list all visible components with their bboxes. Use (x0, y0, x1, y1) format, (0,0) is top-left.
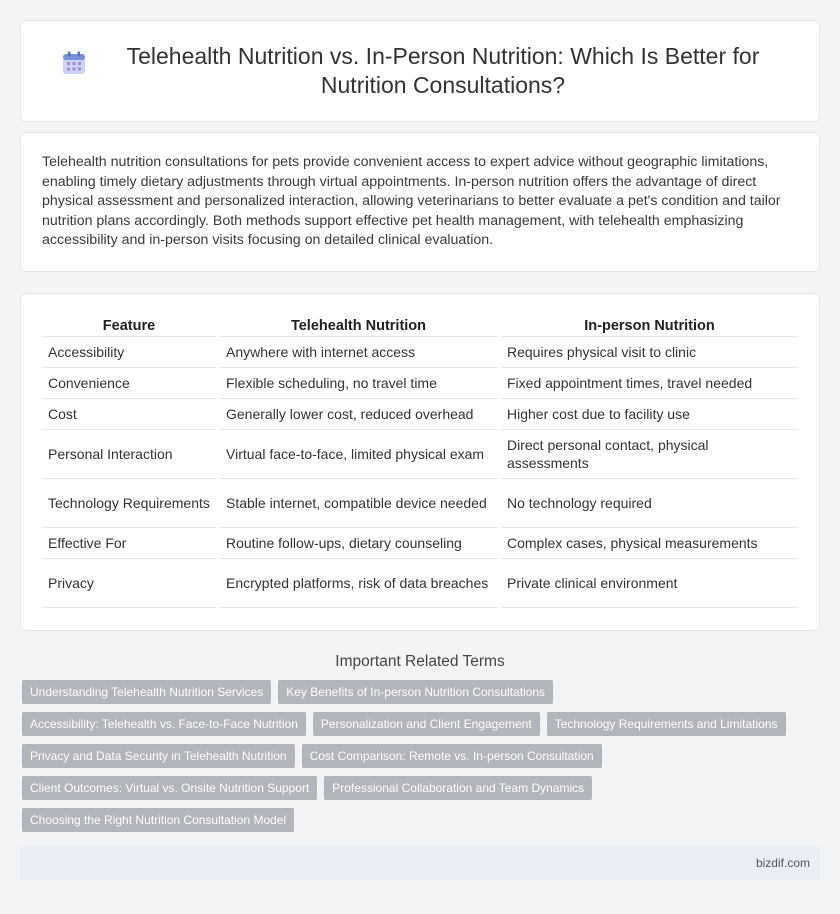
in-person-cell: No technology required (501, 479, 798, 528)
related-term-tag[interactable]: Privacy and Data Security in Telehealth Nutrition (22, 744, 295, 768)
related-term-tag[interactable]: Choosing the Right Nutrition Consultation Model (22, 808, 294, 832)
table-row (42, 337, 798, 368)
related-terms-title: Important Related Terms (335, 653, 505, 670)
telehealth-cell: Virtual face-to-face, limited physical exam (220, 430, 497, 479)
related-term-tag[interactable]: Professional Collaboration and Team Dynamics (324, 776, 592, 800)
intro-card (20, 132, 820, 272)
telehealth-cell: Encrypted platforms, risk of data breaches (220, 559, 497, 608)
in-person-cell: Requires physical visit to clinic (501, 337, 798, 368)
header-telehealth: Telehealth Nutrition (220, 312, 497, 337)
table-row (42, 430, 798, 479)
table-row (42, 528, 798, 559)
feature-cell: Effective For (42, 528, 216, 559)
feature-cell: Accessibility (42, 337, 216, 368)
page-title: Telehealth Nutrition vs. In-Person Nutrition: Which Is Better for Nutrition Consultations? (126, 43, 760, 98)
related-term-tag[interactable]: Personalization and Client Engagement (313, 712, 540, 736)
feature-cell: Privacy (42, 559, 216, 608)
related-term-tag[interactable]: Accessibility: Telehealth vs. Face-to-Face Nutrition (22, 712, 306, 736)
in-person-cell: Private clinical environment (501, 559, 798, 608)
related-term-tag[interactable]: Understanding Telehealth Nutrition Services (22, 680, 271, 704)
header-feature: Feature (42, 312, 216, 337)
calendar-icon (61, 50, 87, 76)
table-row (42, 479, 798, 528)
footer-site-link[interactable]: bizdif.com (755, 856, 810, 870)
feature-cell: Convenience (42, 368, 216, 399)
comparison-table (38, 312, 802, 608)
related-term-tag[interactable]: Key Benefits of In-person Nutrition Consultations (278, 680, 553, 704)
table-row (42, 399, 798, 430)
header-card (20, 20, 820, 122)
telehealth-cell: Flexible scheduling, no travel time (220, 368, 497, 399)
in-person-cell: Fixed appointment times, travel needed (501, 368, 798, 399)
table-header-row (42, 312, 798, 337)
telehealth-cell: Generally lower cost, reduced overhead (220, 399, 497, 430)
intro-paragraph: Telehealth nutrition consultations for pets provide convenient access to expert advice without geographic limitations, enabling timely dietary adjustments through virtual appointments. In-person nutrition offers the advantage of direct physical assessment and personalized interaction, allowing veterinarians to better evaluate a pet's condition and tailor nutrition plans accordingly. Both methods support effective pet health management, with telehealth emphasizing accessibility and in-person visits focusing on detailed clinical evaluation. (42, 154, 781, 248)
table-row (42, 368, 798, 399)
feature-cell: Cost (42, 399, 216, 430)
comparison-table-card (20, 293, 820, 631)
in-person-cell: Higher cost due to facility use (501, 399, 798, 430)
telehealth-cell: Stable internet, compatible device needed (220, 479, 497, 528)
related-term-tag[interactable]: Technology Requirements and Limitations (547, 712, 786, 736)
in-person-cell: Direct personal contact, physical assessments (501, 430, 798, 479)
related-term-tag[interactable]: Cost Comparison: Remote vs. In-person Consultation (302, 744, 602, 768)
table-row (42, 559, 798, 608)
related-terms-tags (22, 680, 818, 832)
related-term-tag[interactable]: Client Outcomes: Virtual vs. Onsite Nutrition Support (22, 776, 317, 800)
related-terms-section (0, 653, 840, 832)
telehealth-cell: Anywhere with internet access (220, 337, 497, 368)
feature-cell: Personal Interaction (42, 430, 216, 479)
header-in-person: In-person Nutrition (501, 312, 798, 337)
in-person-cell: Complex cases, physical measurements (501, 528, 798, 559)
footer (20, 846, 820, 880)
telehealth-cell: Routine follow-ups, dietary counseling (220, 528, 497, 559)
feature-cell: Technology Requirements (42, 479, 216, 528)
